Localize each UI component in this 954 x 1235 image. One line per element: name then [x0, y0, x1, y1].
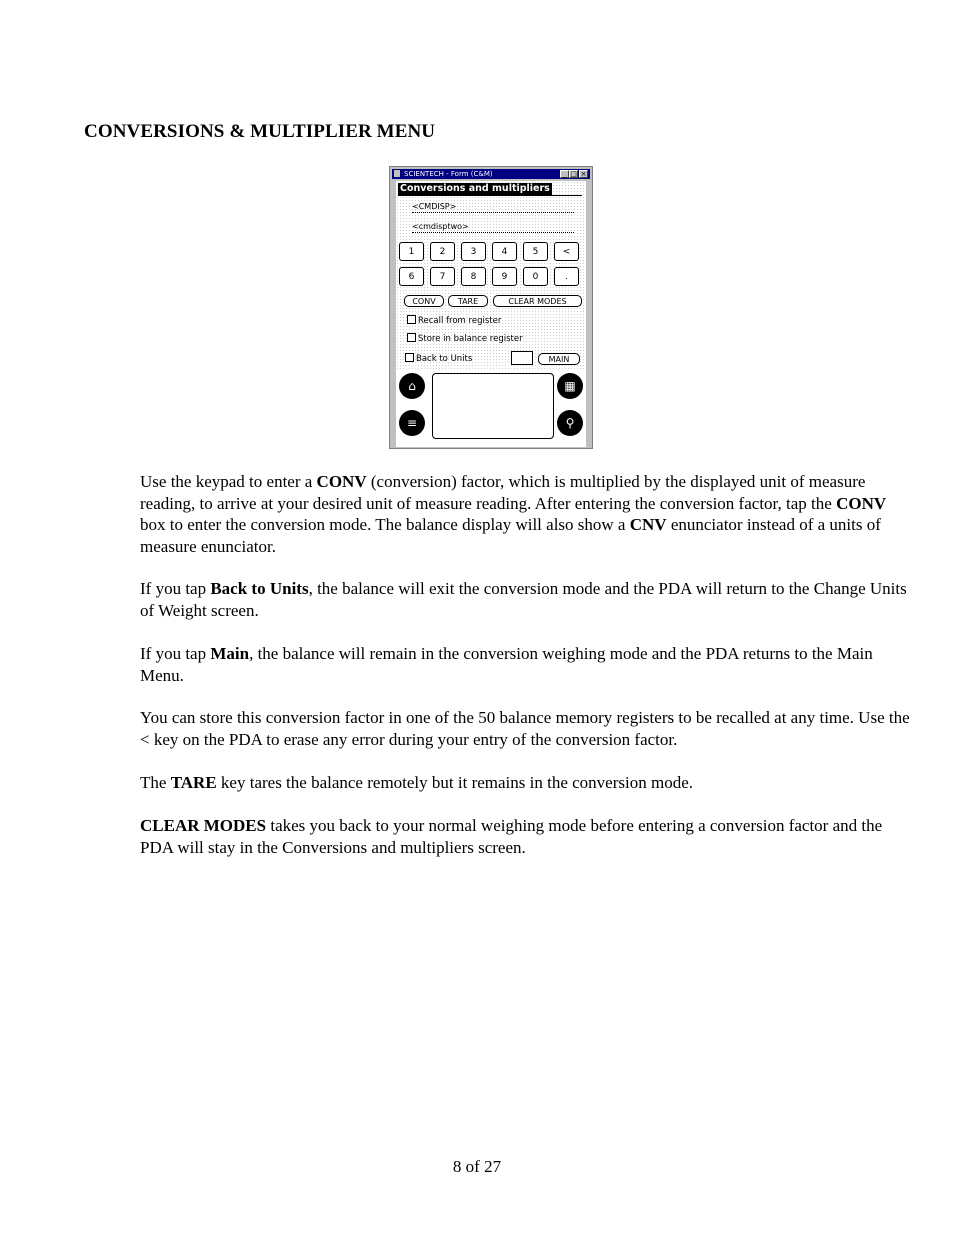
- paragraph-conv: Use the keypad to enter a CONV (conversion) factor, which is multiplied by the displayed unit of measure reading, to arrive at your desired unit of measure reading. After entering the conversion factor, tap the CONV box to enter the conversion mode. The balance display will also show a CNV enunciator instead of a units of measure enunciator.: [140, 472, 887, 556]
- key-9[interactable]: 9: [492, 267, 517, 286]
- key-5[interactable]: 5: [523, 242, 548, 261]
- store-label: Store in balance register: [418, 334, 523, 344]
- key-0[interactable]: 0: [523, 267, 548, 286]
- key-3[interactable]: 3: [461, 242, 486, 261]
- conv-button[interactable]: CONV: [404, 295, 444, 307]
- main-button[interactable]: MAIN: [538, 353, 580, 365]
- silkscreen-area: [396, 370, 586, 447]
- paragraph-back-to-units: If you tap Back to Units, the balance will exit the conversion mode and the PDA will return to the Change Units of Weight screen.: [140, 579, 907, 620]
- pda-screenshot: [389, 166, 593, 449]
- back-to-units-checkbox[interactable]: [405, 353, 472, 365]
- maximize-button[interactable]: □: [570, 170, 577, 178]
- key-6[interactable]: 6: [399, 267, 424, 286]
- display-line-1: <CMDISP>: [412, 202, 574, 213]
- tare-button[interactable]: TARE: [448, 295, 488, 307]
- paragraph-tare: The TARE key tares the balance remotely but it remains in the conversion mode.: [140, 773, 693, 792]
- recall-checkbox[interactable]: [407, 315, 501, 327]
- calculator-icon[interactable]: ▦: [557, 373, 583, 399]
- home-icon[interactable]: ⌂: [399, 373, 425, 399]
- window-title: SCIENTECH - Form (C&M): [404, 170, 493, 178]
- key-2[interactable]: 2: [430, 242, 455, 261]
- key-backspace[interactable]: <: [554, 242, 579, 261]
- page-number: 8 of 27: [452, 1157, 502, 1176]
- key-7[interactable]: 7: [430, 267, 455, 286]
- close-button[interactable]: ×: [580, 170, 587, 178]
- paragraph-clear-modes: CLEAR MODES takes you back to your normal weighing mode before entering a conversion factor and the PDA will stay in the Conversions and multipliers screen.: [140, 816, 883, 857]
- form-title-underline: [398, 195, 582, 196]
- store-checkbox[interactable]: [407, 333, 523, 345]
- display-line-2: <cmdisptwo>: [412, 222, 574, 233]
- menu-icon[interactable]: ≡: [399, 410, 425, 436]
- app-icon: [394, 170, 400, 177]
- paragraph-store: You can store this conversion factor in one of the 50 balance memory registers to be recalled at any time. Use the < key on the PDA to erase any error during your entry of the conversion factor.: [140, 708, 910, 749]
- paragraph-main: If you tap Main, the balance will remain in the conversion weighing mode and the PDA returns to the Main Menu.: [140, 644, 873, 685]
- key-1[interactable]: 1: [399, 242, 424, 261]
- window-titlebar: [392, 169, 590, 179]
- back-to-units-label: Back to Units: [416, 354, 473, 364]
- graffiti-writing-area[interactable]: [432, 373, 554, 439]
- key-decimal[interactable]: .: [554, 267, 579, 286]
- checkbox-box[interactable]: [407, 333, 416, 342]
- scroll-control[interactable]: [511, 351, 533, 365]
- form-title: Conversions and multipliers: [400, 183, 550, 194]
- minimize-button[interactable]: _: [560, 170, 569, 178]
- checkbox-box[interactable]: [407, 315, 416, 324]
- clear-modes-button[interactable]: CLEAR MODES: [493, 295, 582, 307]
- key-8[interactable]: 8: [461, 267, 486, 286]
- checkbox-box[interactable]: [405, 353, 414, 362]
- section-heading: CONVERSIONS & MULTIPLIER MENU: [84, 121, 436, 142]
- find-icon[interactable]: ⚲: [557, 410, 583, 436]
- pda-screen: [396, 181, 586, 447]
- recall-label: Recall from register: [418, 316, 502, 326]
- key-4[interactable]: 4: [492, 242, 517, 261]
